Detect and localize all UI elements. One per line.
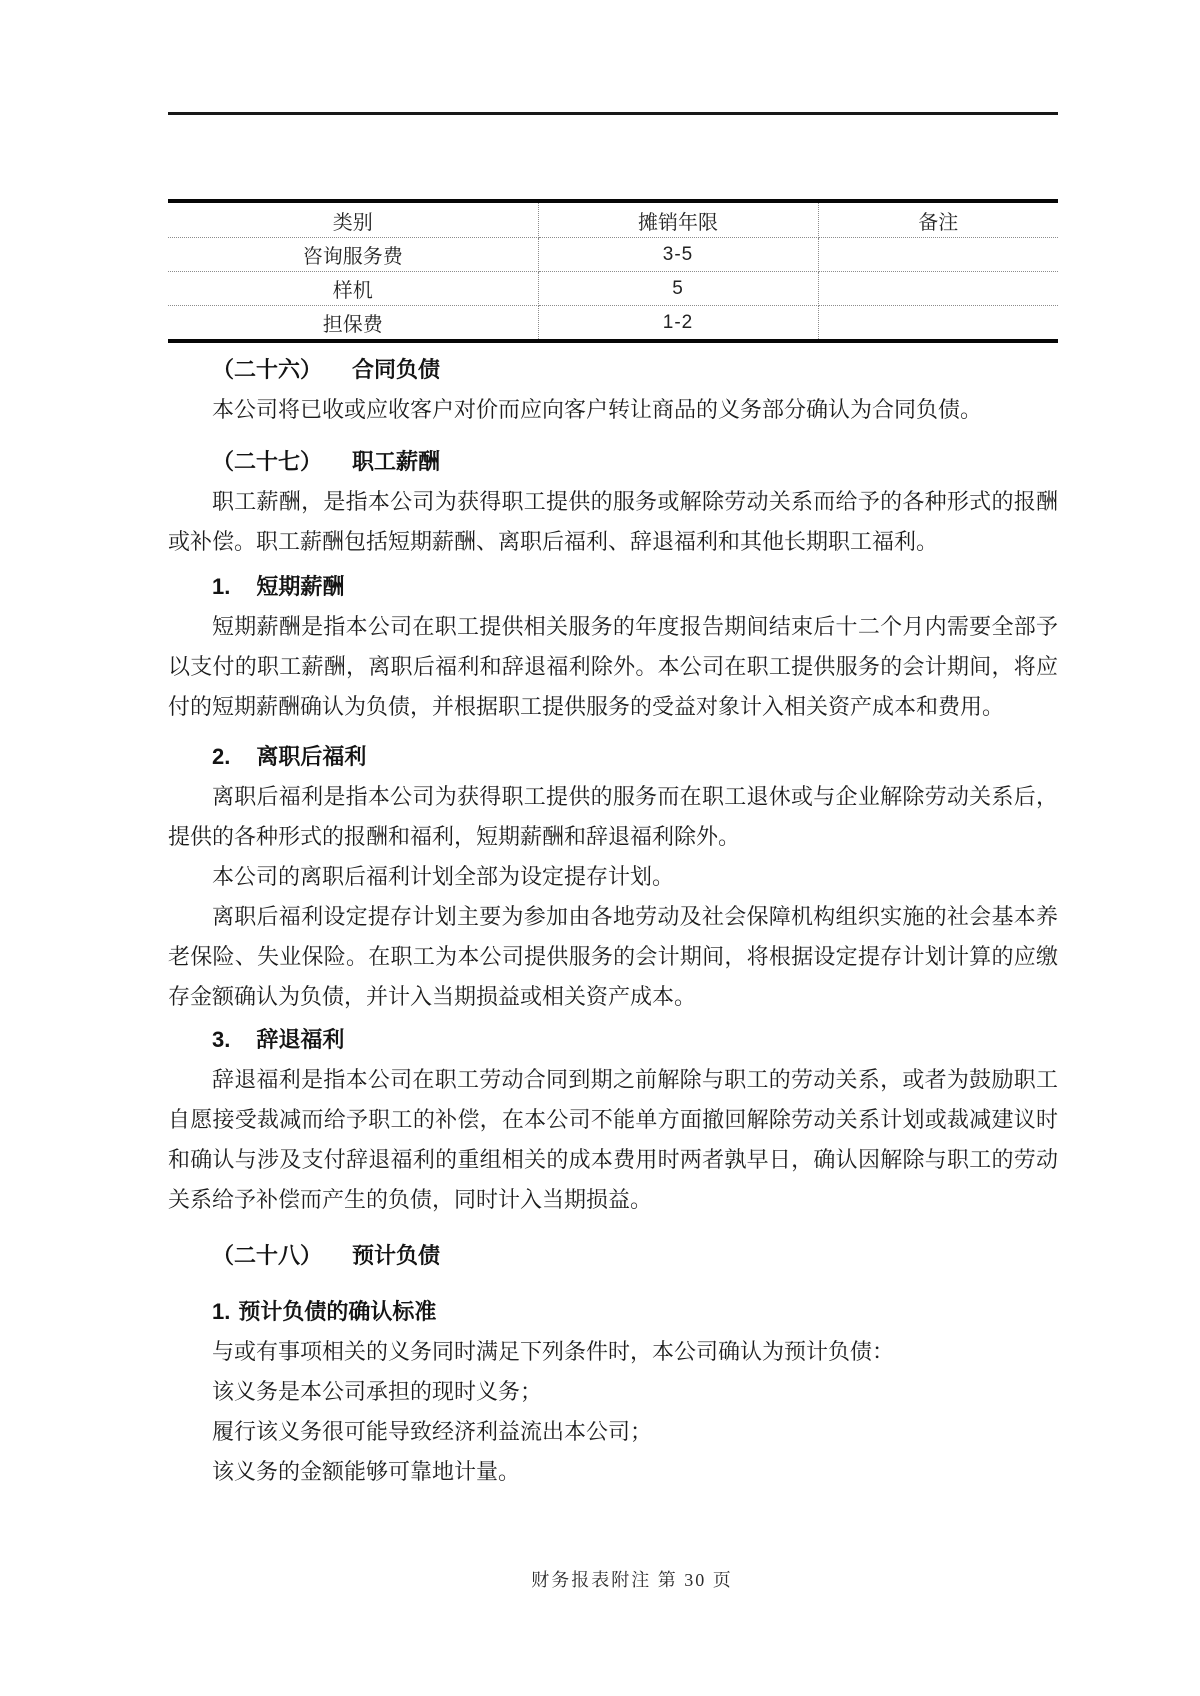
section-number: （二十六） (212, 357, 323, 382)
section-heading-26 (168, 350, 1058, 390)
subsection-heading-termination (168, 1020, 1058, 1060)
subsection-number: 1. (212, 1299, 231, 1324)
table-row (168, 272, 1058, 306)
table-row (168, 306, 1058, 342)
section-number: （二十八） (212, 1243, 323, 1268)
section-title: 职工薪酬 (352, 449, 441, 474)
paragraph: 辞退福利是指本公司在职工劳动合同到期之前解除与职工的劳动关系，或者为鼓励职工自愿接受裁减而给予职工的补偿，在本公司不能单方面撤回解除劳动关系计划或裁减建议时和确认与涉及支付辞退福利的重组相关的成本费用时两者孰早日，确认因解除与职工的劳动关系给予补偿而产生的负债，同时计入当期损益。 (168, 1067, 1058, 1212)
subsection-title: 预计负债的确认标准 (238, 1299, 437, 1324)
list-item: 该义务的金额能够可靠地计量。 (212, 1459, 521, 1484)
subsection-number: 2. (212, 744, 231, 769)
subsection-number: 1. (212, 574, 231, 599)
section-title: 合同负债 (352, 357, 441, 382)
subsection-heading-post-employment (168, 737, 1058, 777)
cell-period: 5 (538, 272, 818, 306)
cell-category: 担保费 (168, 306, 538, 342)
paragraph: 本公司的离职后福利计划全部为设定提存计划。 (212, 864, 675, 889)
page-top-rule (168, 112, 1058, 115)
page-footer: 财务报表附注 第 30 页 (531, 1570, 733, 1590)
paragraph: 离职后福利设定提存计划主要为参加由各地劳动及社会保障机构组织实施的社会基本养老保险、失业保险。在职工为本公司提供服务的会计期间，将根据设定提存计划计算的应缴存金额确认为负债，并计入当期损益或相关资产成本。 (168, 904, 1058, 1009)
column-header-amortization-period: 摊销年限 (538, 201, 818, 238)
cell-period: 3-5 (538, 238, 818, 272)
subsection-number: 3. (212, 1027, 231, 1052)
amortization-table (168, 199, 1058, 343)
subsection-heading-provision-criteria (168, 1292, 1058, 1332)
section-title: 预计负债 (352, 1243, 441, 1268)
cell-period: 1-2 (538, 306, 818, 342)
column-header-category: 类别 (168, 201, 538, 238)
cell-note (818, 306, 1058, 342)
cell-category: 样机 (168, 272, 538, 306)
subsection-heading-short-term (168, 567, 1058, 607)
paragraph: 短期薪酬是指本公司在职工提供相关服务的年度报告期间结束后十二个月内需要全部予以支付的职工薪酬，离职后福利和辞退福利除外。本公司在职工提供服务的会计期间，将应付的短期薪酬确认为负债，并根据职工提供服务的受益对象计入相关资产成本和费用。 (168, 614, 1058, 719)
subsection-title: 辞退福利 (256, 1027, 345, 1052)
subsection-title: 短期薪酬 (256, 574, 345, 599)
section-number: （二十七） (212, 449, 323, 474)
subsection-title: 离职后福利 (256, 744, 367, 769)
paragraph: 职工薪酬，是指本公司为获得职工提供的服务或解除劳动关系而给予的各种形式的报酬或补偿。职工薪酬包括短期薪酬、离职后福利、辞退福利和其他长期职工福利。 (168, 489, 1058, 554)
list-item: 该义务是本公司承担的现时义务； (212, 1379, 543, 1404)
section-heading-28 (168, 1236, 1058, 1276)
paragraph: 离职后福利是指本公司为获得职工提供的服务而在职工退休或与企业解除劳动关系后，提供的各种形式的报酬和福利，短期薪酬和辞退福利除外。 (168, 784, 1058, 849)
section-heading-27 (168, 442, 1058, 482)
column-header-remarks: 备注 (818, 201, 1058, 238)
cell-note (818, 238, 1058, 272)
table-header-row (168, 201, 1058, 238)
cell-category: 咨询服务费 (168, 238, 538, 272)
paragraph: 本公司将已收或应收客户对价而应向客户转让商品的义务部分确认为合同负债。 (212, 397, 983, 422)
paragraph: 与或有事项相关的义务同时满足下列条件时，本公司确认为预计负债： (212, 1339, 895, 1364)
table-row (168, 238, 1058, 272)
list-item: 履行该义务很可能导致经济利益流出本公司； (212, 1419, 653, 1444)
document-body (168, 350, 1058, 1492)
cell-note (818, 272, 1058, 306)
